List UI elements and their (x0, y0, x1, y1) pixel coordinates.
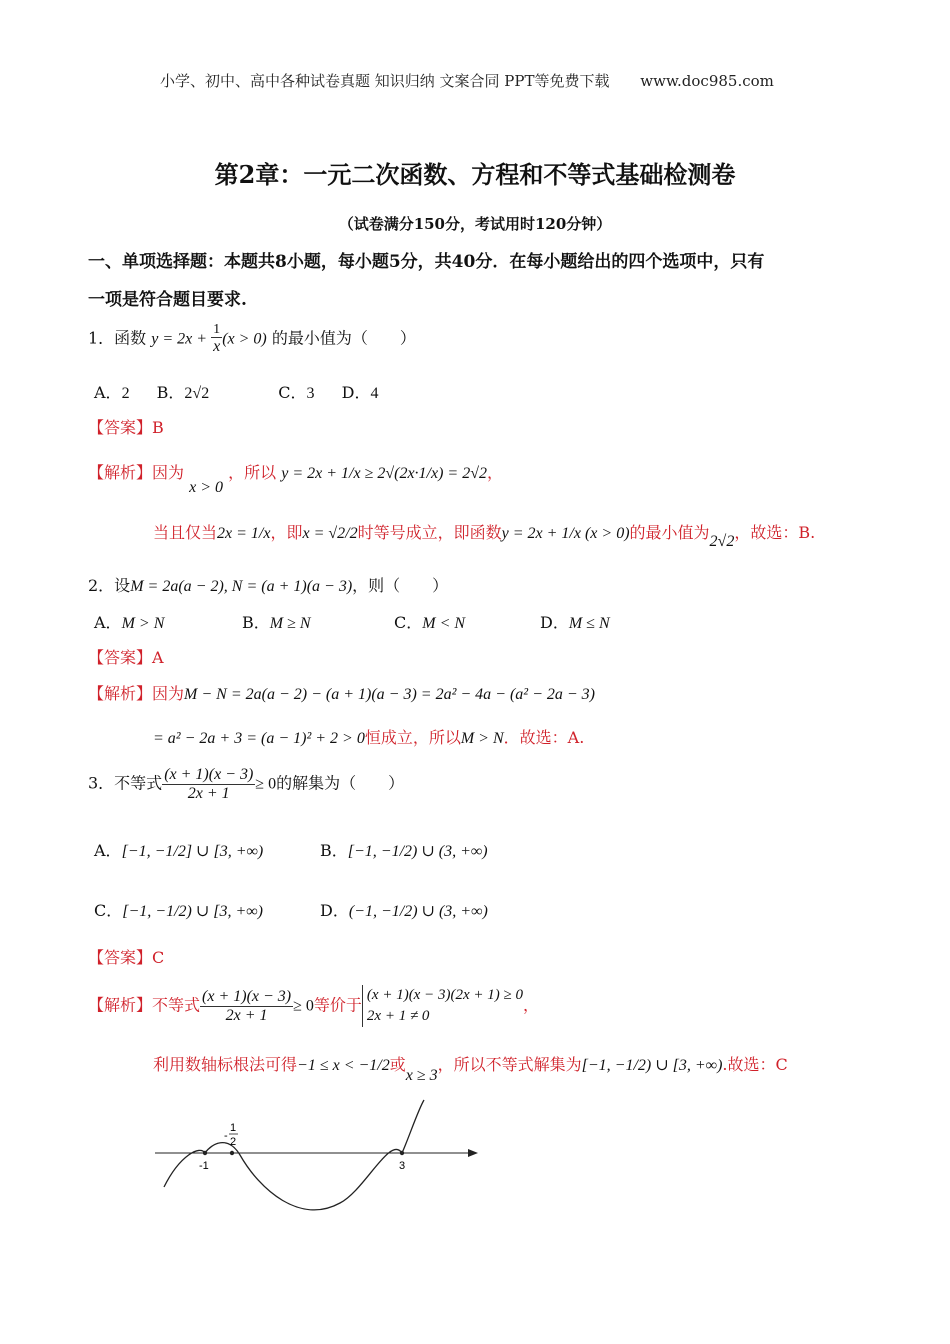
sign-curve (164, 1100, 424, 1210)
page-title: 第2章：一元二次函数、方程和不等式基础检测卷 (214, 160, 736, 189)
question-1 (88, 322, 416, 356)
root-point-minus-1 (203, 1151, 207, 1155)
q3-line2-mid: ，所以不等式解集为 (437, 1055, 582, 1074)
q1-analysis-mid: ，所以 (228, 463, 277, 482)
q1-option-b-label: B． (156, 383, 185, 402)
q2-option-a-label: A． (94, 613, 122, 632)
q2-analysis-label: 【解析】因为 (88, 684, 185, 703)
q1-line2-end: ，故选：B. (734, 523, 816, 542)
q2-option-b[interactable] (242, 610, 311, 633)
q1-option-a[interactable] (94, 383, 130, 402)
q3-fraction (162, 766, 255, 802)
q3-option-c[interactable] (94, 898, 263, 921)
sign-graph (150, 1095, 490, 1215)
q1-option-b-value: 2√2 (184, 385, 210, 402)
q3-frac-num: (x + 1)(x − 3) (164, 766, 254, 783)
q1-option-d-label: D． (341, 383, 371, 402)
q3-prefix: 3．不等式 (88, 773, 163, 793)
q3-line2-set: [−1, −1/2) ∪ [3, +∞) (581, 1057, 723, 1074)
q1-analysis-expr: y = 2x + 1/x ≥ 2√(2x·1/x) = 2√2 (281, 465, 488, 482)
q2-line2-end: ．故选：A. (503, 728, 585, 747)
number-line-arrow (468, 1149, 478, 1157)
q1-expr: y = 2x + (151, 330, 212, 348)
q1-line2-mid2: 时等号成立，即函数 (357, 523, 502, 542)
q2-option-a[interactable] (94, 610, 164, 633)
q1-line2-eq: 2x = 1/x (217, 525, 271, 542)
q2-option-d-label: D． (540, 613, 569, 632)
q1-option-b[interactable] (157, 383, 210, 402)
q3-line2-ineq: −1 ≤ x < −1/2 (297, 1057, 390, 1074)
q2-option-b-value: M ≥ N (269, 615, 311, 632)
q3-answer: 【答案】C (88, 948, 165, 967)
question-2 (88, 573, 448, 596)
q1-line2-pre: 当且仅当 (153, 523, 218, 542)
q1-suffix: 的最小值为（ ） (271, 328, 416, 348)
q3-analysis-label: 【解析】不等式 (88, 995, 201, 1015)
q3-option-b-value: [−1, −1/2) ∪ (3, +∞) (347, 843, 488, 860)
q1-line2-val: 2√2 (709, 533, 735, 550)
q1-analysis-line2 (153, 520, 816, 550)
header-site: www.doc985.com (640, 72, 774, 90)
q3-option-c-value: [−1, −1/2) ∪ [3, +∞) (122, 903, 264, 920)
q1-line2-x: x = √2/2 (302, 525, 358, 542)
q3-system (362, 985, 523, 1027)
q2-option-c[interactable] (394, 610, 465, 633)
q2-option-c-value: M < N (422, 615, 466, 632)
q2-line2-mid: 恒成立，所以 (364, 728, 461, 747)
q3-option-b[interactable] (320, 838, 488, 861)
q1-line2-mid3: 的最小值为 (629, 523, 710, 542)
header-text: 小学、初中、高中各种试卷真题 知识归纳 文案合同 PPT等免费下载 (160, 72, 610, 90)
q1-answer: 【答案】B (88, 418, 164, 437)
root-label-half-den: 2 (230, 1136, 237, 1148)
q1-options (94, 380, 378, 403)
q1-option-d-value: 4 (370, 385, 379, 402)
root-point-minus-half (230, 1151, 234, 1155)
q1-option-c[interactable] (278, 383, 314, 402)
q1-analysis (88, 460, 504, 496)
q3-analysis-end: ， (522, 995, 539, 1015)
q1-line2-fn: y = 2x + 1/x (x > 0) (501, 525, 630, 542)
q2-analysis-expr: M − N = 2a(a − 2) − (a + 1)(a − 3) = 2a² − 4a − (a² − 2a − 3) (184, 686, 595, 703)
q1-analysis-end: ， (487, 463, 504, 482)
q2-line2-rel: M > N (460, 730, 504, 747)
q2-option-c-label: C． (394, 613, 423, 632)
root-label-sign: - (224, 1130, 228, 1142)
q3-rel: ≥ 0 (255, 775, 277, 793)
q1-analysis-cond: x > 0 (189, 479, 224, 496)
q2-analysis-line2 (153, 725, 584, 748)
q3-suffix: 的解集为（ ） (276, 773, 405, 793)
q3-line2-or: 或 (389, 1055, 406, 1074)
q2-option-d-value: M ≤ N (568, 615, 610, 632)
q2-option-b-label: B． (242, 613, 270, 632)
page-subtitle: （试卷满分150分，考试用时120分钟） (338, 215, 612, 233)
q2-answer: 【答案】A (88, 648, 164, 667)
q2-prefix: 2．设 (88, 576, 131, 595)
section-heading-line1: 一、单项选择题：本题共8小题，每小题5分，共40分．在每小题给出的四个选项中，只有 (88, 252, 765, 272)
q3-option-a-value: [−1, −1/2] ∪ [3, +∞) (121, 843, 264, 860)
q1-option-d[interactable] (342, 383, 379, 402)
q3-analysis-mid: 等价于 (313, 995, 362, 1015)
q2-expr: M = 2a(a − 2), N = (a + 1)(a − 3) (130, 578, 353, 595)
q2-option-a-value: M > N (121, 615, 165, 632)
section-heading-line2: 一项是符合题目要求. (88, 290, 247, 310)
q3-system-eq1: (x + 1)(x − 3)(2x + 1) ≥ 0 (366, 987, 523, 1003)
q3-line2-x: x ≥ 3 (405, 1067, 438, 1084)
q3-analysis-frac-den: 2x + 1 (225, 1006, 268, 1024)
q3-option-a-label: A． (94, 841, 122, 860)
q3-line2-pre: 利用数轴标根法可得 (153, 1055, 298, 1074)
q3-option-c-label: C． (94, 901, 123, 920)
q2-analysis (88, 681, 595, 704)
q3-analysis (88, 985, 539, 1027)
q3-analysis-rel: ≥ 0 (293, 997, 314, 1015)
root-label-3: 3 (399, 1160, 406, 1172)
q2-option-d[interactable] (540, 610, 610, 633)
q3-option-b-label: B． (320, 841, 348, 860)
q1-analysis-label: 【解析】因为 (88, 463, 185, 482)
q1-option-a-value: 2 (121, 385, 130, 402)
q3-frac-den: 2x + 1 (187, 784, 230, 802)
q3-analysis-frac-num: (x + 1)(x − 3) (202, 987, 292, 1005)
q3-line2-end: .故选：C (722, 1055, 788, 1074)
q1-line2-mid: ，即 (270, 523, 303, 542)
q3-option-d-label: D． (320, 901, 349, 920)
q1-option-c-value: 3 (306, 385, 315, 402)
root-label-minus-1: -1 (199, 1160, 209, 1172)
q2-line2-expr: = a² − 2a + 3 = (a − 1)² + 2 > 0 (153, 730, 365, 747)
q3-analysis-fraction (200, 988, 293, 1024)
q1-option-a-label: A． (94, 383, 122, 402)
page-header (160, 70, 774, 91)
root-point-3 (400, 1151, 404, 1155)
q1-cond: (x > 0) (222, 330, 267, 348)
q2-suffix: ，则（ ） (352, 576, 449, 595)
q1-frac-den: x (213, 338, 221, 356)
q1-prefix: 1．函数 (88, 328, 147, 348)
q1-option-c-label: C． (278, 383, 307, 402)
q3-option-a[interactable] (94, 838, 263, 861)
q3-option-d-value: (−1, −1/2) ∪ (3, +∞) (348, 903, 488, 920)
question-3 (88, 766, 404, 802)
root-label-half-num: 1 (230, 1122, 237, 1134)
q3-system-eq2: 2x + 1 ≠ 0 (366, 1008, 430, 1024)
q1-frac-num: 1 (211, 322, 222, 338)
q3-option-d[interactable] (320, 898, 488, 921)
q1-fraction (211, 322, 222, 356)
q3-analysis-line2 (153, 1052, 788, 1084)
